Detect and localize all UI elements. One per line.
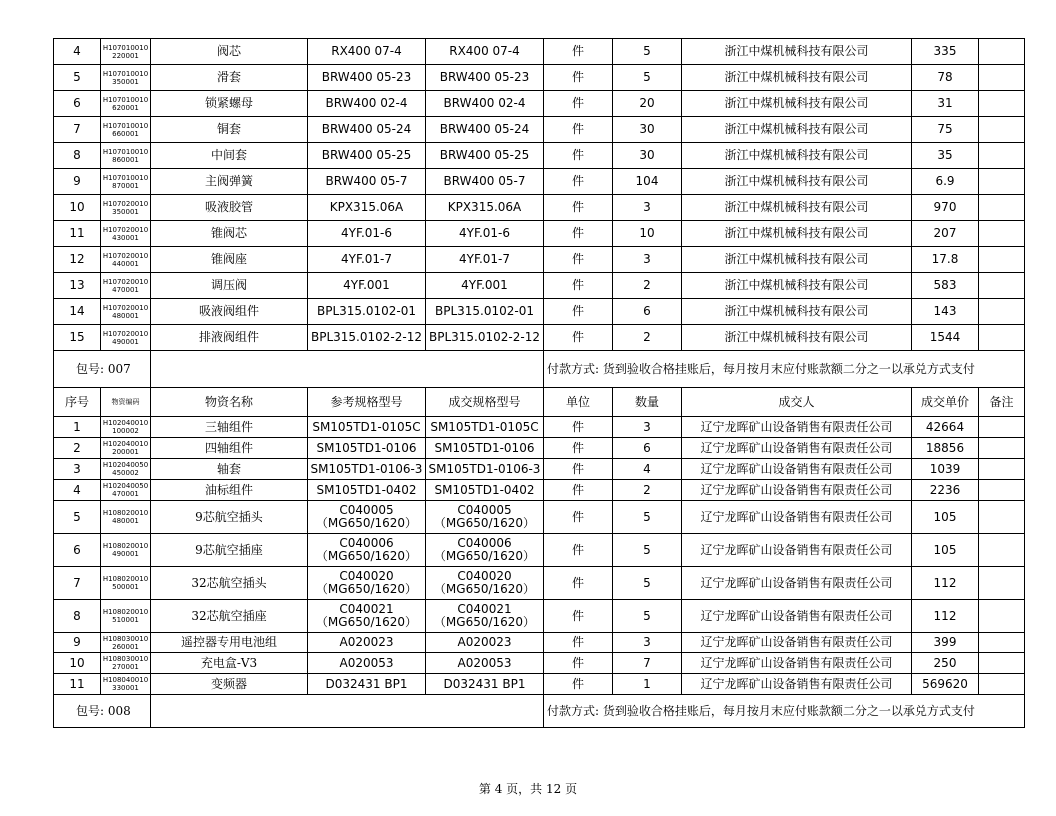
cell-seller: 浙江中煤机械科技有限公司: [682, 247, 912, 273]
cell-seller: 辽宁龙晖矿山设备销售有限责任公司: [682, 459, 912, 480]
table-row: [54, 273, 1025, 299]
cell-no: 5: [54, 65, 101, 91]
cell-unit: 件: [544, 438, 613, 459]
cell-seller: 浙江中煤机械科技有限公司: [682, 221, 912, 247]
header-seller: 成交人: [682, 388, 912, 417]
cell-code: H107010010620001: [101, 91, 151, 117]
cell-deal: SM105TD1-0402: [426, 480, 544, 501]
cell-deal: SM105TD1-0106: [426, 438, 544, 459]
cell-seller: 浙江中煤机械科技有限公司: [682, 91, 912, 117]
cell-ref: SM105TD1-0106: [308, 438, 426, 459]
cell-name: 铜套: [151, 117, 308, 143]
cell-no: 7: [54, 567, 101, 600]
cell-no: 4: [54, 39, 101, 65]
cell-price: 105: [912, 534, 979, 567]
cell-no: 6: [54, 91, 101, 117]
cell-name: 32芯航空插头: [151, 567, 308, 600]
cell-price: 207: [912, 221, 979, 247]
header-row: [54, 388, 1025, 417]
cell-name: 滑套: [151, 65, 308, 91]
table-row: [54, 438, 1025, 459]
cell-qty: 6: [613, 438, 682, 459]
cell-unit: 件: [544, 459, 613, 480]
cell-qty: 10: [613, 221, 682, 247]
cell-deal: BPL315.0102-01: [426, 299, 544, 325]
cell-deal: C040005（MG650/1620）: [426, 501, 544, 534]
cell-deal: SM105TD1-0106-3: [426, 459, 544, 480]
page-footer: 第 4 页，共 12 页: [478, 782, 578, 796]
cell-note: [979, 247, 1025, 273]
header-no: 序号: [54, 388, 101, 417]
cell-price: 35: [912, 143, 979, 169]
cell-deal: BRW400 05-25: [426, 143, 544, 169]
cell-deal: A020053: [426, 653, 544, 674]
table-row: [54, 143, 1025, 169]
cell-no: 11: [54, 674, 101, 695]
cell-code: H108040010330001: [101, 674, 151, 695]
cell-ref: BPL315.0102-2-12: [308, 325, 426, 351]
cell-qty: 1: [613, 674, 682, 695]
cell-name: 锁紧螺母: [151, 91, 308, 117]
cell-code: H102040010200001: [101, 438, 151, 459]
cell-note: [979, 674, 1025, 695]
header-name: 物资名称: [151, 388, 308, 417]
cell-seller: 辽宁龙晖矿山设备销售有限责任公司: [682, 480, 912, 501]
cell-unit: 件: [544, 534, 613, 567]
cell-seller: 辽宁龙晖矿山设备销售有限责任公司: [682, 534, 912, 567]
cell-unit: 件: [544, 567, 613, 600]
cell-unit: 件: [544, 143, 613, 169]
cell-ref: SM105TD1-0106-3: [308, 459, 426, 480]
table-row: [54, 91, 1025, 117]
cell-qty: 7: [613, 653, 682, 674]
table-row: [54, 65, 1025, 91]
cell-qty: 2: [613, 480, 682, 501]
cell-name: 油标组件: [151, 480, 308, 501]
cell-no: 12: [54, 247, 101, 273]
cell-ref: BRW400 05-23: [308, 65, 426, 91]
cell-name: 变频器: [151, 674, 308, 695]
cell-unit: 件: [544, 39, 613, 65]
cell-name: 调压阀: [151, 273, 308, 299]
cell-name: 锥阀座: [151, 247, 308, 273]
cell-deal: BRW400 02-4: [426, 91, 544, 117]
cell-deal: 4YF.01-7: [426, 247, 544, 273]
cell-code: H107020010490001: [101, 325, 151, 351]
cell-price: 583: [912, 273, 979, 299]
table-row: [54, 459, 1025, 480]
cell-ref: BRW400 05-7: [308, 169, 426, 195]
cell-no: 1: [54, 417, 101, 438]
cell-seller: 浙江中煤机械科技有限公司: [682, 325, 912, 351]
package-row-1: [54, 351, 1025, 388]
cell-unit: 件: [544, 417, 613, 438]
cell-ref: SM105TD1-0402: [308, 480, 426, 501]
table-row: [54, 169, 1025, 195]
cell-seller: 辽宁龙晖矿山设备销售有限责任公司: [682, 674, 912, 695]
cell-no: 10: [54, 195, 101, 221]
cell-note: [979, 169, 1025, 195]
cell-name: 锥阀芯: [151, 221, 308, 247]
cell-name: 三轴组件: [151, 417, 308, 438]
section-2-rows: [54, 417, 1025, 695]
cell-deal: KPX315.06A: [426, 195, 544, 221]
cell-note: [979, 325, 1025, 351]
cell-name: 吸液阀组件: [151, 299, 308, 325]
cell-unit: 件: [544, 195, 613, 221]
table-row: [54, 417, 1025, 438]
cell-seller: 辽宁龙晖矿山设备销售有限责任公司: [682, 417, 912, 438]
cell-note: [979, 417, 1025, 438]
cell-name: 排液阀组件: [151, 325, 308, 351]
cell-qty: 5: [613, 65, 682, 91]
cell-name: 阀芯: [151, 39, 308, 65]
cell-deal: BRW400 05-24: [426, 117, 544, 143]
cell-unit: 件: [544, 600, 613, 633]
cell-code: H107020010430001: [101, 221, 151, 247]
package-label: 包号: 007: [54, 351, 151, 388]
cell-seller: 浙江中煤机械科技有限公司: [682, 39, 912, 65]
table-row: [54, 117, 1025, 143]
cell-code: H108020010500001: [101, 567, 151, 600]
cell-note: [979, 438, 1025, 459]
cell-ref: BRW400 05-24: [308, 117, 426, 143]
cell-ref: C040020（MG650/1620）: [308, 567, 426, 600]
cell-no: 7: [54, 117, 101, 143]
cell-unit: 件: [544, 674, 613, 695]
table-row: [54, 567, 1025, 600]
cell-price: 17.8: [912, 247, 979, 273]
cell-price: 112: [912, 567, 979, 600]
cell-qty: 5: [613, 600, 682, 633]
cell-deal: D032431 BP1: [426, 674, 544, 695]
table-row: [54, 195, 1025, 221]
cell-ref: 4YF.01-7: [308, 247, 426, 273]
cell-seller: 浙江中煤机械科技有限公司: [682, 195, 912, 221]
cell-deal: C040006（MG650/1620）: [426, 534, 544, 567]
cell-deal: 4YF.001: [426, 273, 544, 299]
cell-qty: 3: [613, 633, 682, 653]
cell-code: H107010010350001: [101, 65, 151, 91]
header-deal: 成交规格型号: [426, 388, 544, 417]
cell-deal: BRW400 05-23: [426, 65, 544, 91]
cell-unit: 件: [544, 247, 613, 273]
cell-code: H107010010860001: [101, 143, 151, 169]
cell-qty: 3: [613, 195, 682, 221]
cell-ref: BRW400 05-25: [308, 143, 426, 169]
cell-code: H107010010870001: [101, 169, 151, 195]
cell-price: 143: [912, 299, 979, 325]
cell-note: [979, 567, 1025, 600]
cell-unit: 件: [544, 325, 613, 351]
cell-ref: KPX315.06A: [308, 195, 426, 221]
cell-ref: 4YF.01-6: [308, 221, 426, 247]
cell-note: [979, 117, 1025, 143]
empty-cell: [151, 351, 544, 388]
cell-price: 105: [912, 501, 979, 534]
cell-seller: 浙江中煤机械科技有限公司: [682, 169, 912, 195]
cell-no: 8: [54, 143, 101, 169]
empty-cell: [151, 695, 544, 728]
cell-price: 42664: [912, 417, 979, 438]
cell-ref: A020053: [308, 653, 426, 674]
cell-unit: 件: [544, 633, 613, 653]
payment-terms: 付款方式: 货到验收合格挂账后，每月按月末应付账款额二分之一以承兑方式支付: [544, 351, 1025, 388]
cell-no: 11: [54, 221, 101, 247]
cell-no: 14: [54, 299, 101, 325]
cell-qty: 6: [613, 299, 682, 325]
payment-terms: 付款方式: 货到验收合格挂账后，每月按月末应付账款额二分之一以承兑方式支付: [544, 695, 1025, 728]
package-row-2: [54, 695, 1025, 728]
table-row: [54, 480, 1025, 501]
cell-name: 主阀弹簧: [151, 169, 308, 195]
cell-qty: 20: [613, 91, 682, 117]
cell-qty: 2: [613, 273, 682, 299]
cell-price: 2236: [912, 480, 979, 501]
cell-ref: SM105TD1-0105C: [308, 417, 426, 438]
cell-code: H108020010510001: [101, 600, 151, 633]
cell-price: 31: [912, 91, 979, 117]
cell-unit: 件: [544, 117, 613, 143]
cell-name: 吸液胶管: [151, 195, 308, 221]
cell-unit: 件: [544, 169, 613, 195]
cell-price: 1039: [912, 459, 979, 480]
cell-name: 9芯航空插头: [151, 501, 308, 534]
table-row: [54, 674, 1025, 695]
table-row: [54, 534, 1025, 567]
cell-qty: 5: [613, 501, 682, 534]
cell-name: 9芯航空插座: [151, 534, 308, 567]
cell-unit: 件: [544, 221, 613, 247]
cell-code: H107020010480001: [101, 299, 151, 325]
cell-price: 970: [912, 195, 979, 221]
cell-no: 6: [54, 534, 101, 567]
cell-code: H107020010350001: [101, 195, 151, 221]
cell-no: 5: [54, 501, 101, 534]
cell-name: 中间套: [151, 143, 308, 169]
table-row: [54, 633, 1025, 653]
cell-code: H108020010480001: [101, 501, 151, 534]
cell-name: 遥控器专用电池组: [151, 633, 308, 653]
cell-unit: 件: [544, 91, 613, 117]
cell-code: H107010010220001: [101, 39, 151, 65]
cell-note: [979, 653, 1025, 674]
cell-note: [979, 534, 1025, 567]
cell-seller: 浙江中煤机械科技有限公司: [682, 143, 912, 169]
procurement-table: [53, 38, 1025, 728]
cell-deal: A020023: [426, 633, 544, 653]
cell-seller: 辽宁龙晖矿山设备销售有限责任公司: [682, 633, 912, 653]
cell-deal: BPL315.0102-2-12: [426, 325, 544, 351]
cell-price: 6.9: [912, 169, 979, 195]
cell-name: 32芯航空插座: [151, 600, 308, 633]
table-row: [54, 247, 1025, 273]
cell-seller: 浙江中煤机械科技有限公司: [682, 65, 912, 91]
cell-name: 四轴组件: [151, 438, 308, 459]
cell-deal: RX400 07-4: [426, 39, 544, 65]
cell-code: H108020010490001: [101, 534, 151, 567]
cell-note: [979, 501, 1025, 534]
cell-ref: BPL315.0102-01: [308, 299, 426, 325]
cell-qty: 4: [613, 459, 682, 480]
cell-price: 18856: [912, 438, 979, 459]
table-row: [54, 653, 1025, 674]
cell-seller: 浙江中煤机械科技有限公司: [682, 273, 912, 299]
cell-qty: 30: [613, 143, 682, 169]
cell-deal: SM105TD1-0105C: [426, 417, 544, 438]
cell-code: H107020010440001: [101, 247, 151, 273]
header-code: 物资编码: [101, 388, 151, 417]
cell-no: 8: [54, 600, 101, 633]
cell-deal: C040020（MG650/1620）: [426, 567, 544, 600]
cell-code: H102040050450002: [101, 459, 151, 480]
cell-ref: 4YF.001: [308, 273, 426, 299]
table-row: [54, 325, 1025, 351]
cell-unit: 件: [544, 501, 613, 534]
header-unit: 单位: [544, 388, 613, 417]
cell-note: [979, 633, 1025, 653]
cell-ref: RX400 07-4: [308, 39, 426, 65]
cell-note: [979, 480, 1025, 501]
cell-qty: 2: [613, 325, 682, 351]
cell-seller: 浙江中煤机械科技有限公司: [682, 299, 912, 325]
package-label: 包号: 008: [54, 695, 151, 728]
cell-unit: 件: [544, 65, 613, 91]
table-row: [54, 600, 1025, 633]
cell-ref: D032431 BP1: [308, 674, 426, 695]
header-price: 成交单价: [912, 388, 979, 417]
cell-price: 1544: [912, 325, 979, 351]
cell-note: [979, 221, 1025, 247]
cell-qty: 104: [613, 169, 682, 195]
cell-deal: C040021（MG650/1620）: [426, 600, 544, 633]
cell-no: 15: [54, 325, 101, 351]
cell-note: [979, 91, 1025, 117]
cell-price: 569620: [912, 674, 979, 695]
cell-qty: 5: [613, 567, 682, 600]
section-1-rows: [54, 39, 1025, 351]
cell-note: [979, 195, 1025, 221]
cell-no: 4: [54, 480, 101, 501]
cell-note: [979, 273, 1025, 299]
cell-unit: 件: [544, 480, 613, 501]
cell-ref: BRW400 02-4: [308, 91, 426, 117]
cell-no: 9: [54, 169, 101, 195]
cell-unit: 件: [544, 299, 613, 325]
cell-note: [979, 459, 1025, 480]
cell-no: 3: [54, 459, 101, 480]
cell-note: [979, 65, 1025, 91]
cell-name: 轴套: [151, 459, 308, 480]
cell-no: 13: [54, 273, 101, 299]
cell-seller: 浙江中煤机械科技有限公司: [682, 117, 912, 143]
cell-seller: 辽宁龙晖矿山设备销售有限责任公司: [682, 567, 912, 600]
cell-seller: 辽宁龙晖矿山设备销售有限责任公司: [682, 600, 912, 633]
cell-qty: 30: [613, 117, 682, 143]
cell-seller: 辽宁龙晖矿山设备销售有限责任公司: [682, 653, 912, 674]
cell-price: 75: [912, 117, 979, 143]
cell-note: [979, 299, 1025, 325]
cell-ref: C040006（MG650/1620）: [308, 534, 426, 567]
cell-price: 112: [912, 600, 979, 633]
cell-ref: A020023: [308, 633, 426, 653]
cell-ref: C040021（MG650/1620）: [308, 600, 426, 633]
cell-qty: 3: [613, 247, 682, 273]
cell-code: H102040050470001: [101, 480, 151, 501]
table-row: [54, 221, 1025, 247]
cell-seller: 辽宁龙晖矿山设备销售有限责任公司: [682, 438, 912, 459]
cell-unit: 件: [544, 273, 613, 299]
cell-note: [979, 600, 1025, 633]
cell-price: 78: [912, 65, 979, 91]
cell-name: 充电盒-V3: [151, 653, 308, 674]
table-row: [54, 299, 1025, 325]
table-row: [54, 39, 1025, 65]
table-row: [54, 501, 1025, 534]
cell-deal: BRW400 05-7: [426, 169, 544, 195]
cell-price: 250: [912, 653, 979, 674]
cell-price: 335: [912, 39, 979, 65]
cell-code: H107010010660001: [101, 117, 151, 143]
cell-seller: 辽宁龙晖矿山设备销售有限责任公司: [682, 501, 912, 534]
cell-note: [979, 143, 1025, 169]
cell-no: 10: [54, 653, 101, 674]
cell-code: H108030010270001: [101, 653, 151, 674]
cell-no: 2: [54, 438, 101, 459]
cell-qty: 3: [613, 417, 682, 438]
cell-note: [979, 39, 1025, 65]
cell-no: 9: [54, 633, 101, 653]
cell-qty: 5: [613, 39, 682, 65]
cell-code: H102040010100002: [101, 417, 151, 438]
cell-unit: 件: [544, 653, 613, 674]
header-ref: 参考规格型号: [308, 388, 426, 417]
cell-code: H108030010260001: [101, 633, 151, 653]
header-qty: 数量: [613, 388, 682, 417]
cell-deal: 4YF.01-6: [426, 221, 544, 247]
cell-qty: 5: [613, 534, 682, 567]
cell-price: 399: [912, 633, 979, 653]
header-note: 备注: [979, 388, 1025, 417]
cell-ref: C040005（MG650/1620）: [308, 501, 426, 534]
cell-code: H107020010470001: [101, 273, 151, 299]
